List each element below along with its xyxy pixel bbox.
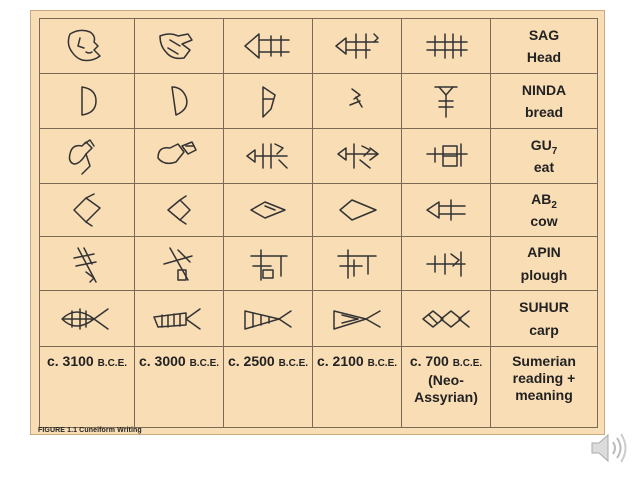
cuneiform-cow-icon bbox=[237, 188, 299, 232]
glyph-cell bbox=[40, 74, 135, 129]
glyph-cell bbox=[402, 129, 491, 184]
early-sign-cow-icon bbox=[148, 188, 210, 232]
glyph-cell bbox=[224, 19, 313, 74]
glyph-cell bbox=[135, 129, 224, 184]
cuneiform-head-icon bbox=[326, 24, 388, 68]
cuneiform-plough-icon bbox=[415, 242, 477, 286]
early-sign-bread-icon bbox=[148, 79, 210, 123]
date-label: c. 2500 B.C.E. bbox=[227, 353, 309, 369]
figure-caption: FIGURE 1.1 Cuneiform Writing bbox=[38, 427, 142, 434]
cuneiform-bread-icon bbox=[415, 79, 477, 123]
glyph-cell bbox=[402, 291, 491, 347]
cuneiform-table bbox=[39, 18, 598, 428]
cuneiform-fish-icon bbox=[237, 297, 299, 341]
glyph-cell bbox=[313, 291, 402, 347]
glyph-cell bbox=[40, 19, 135, 74]
sumerian-reading: $AB_2$ cow bbox=[530, 190, 558, 230]
glyph-cell bbox=[224, 129, 313, 184]
cuneiform-plough-icon bbox=[237, 242, 299, 286]
glyph-cell bbox=[40, 291, 135, 347]
glyph-cell bbox=[224, 237, 313, 291]
pictograph-fish-icon bbox=[56, 297, 118, 341]
sumerian-reading: NINDA bread bbox=[521, 81, 567, 121]
date-cell bbox=[402, 347, 491, 427]
reading-header-cell bbox=[491, 347, 597, 427]
pictograph-eat-icon bbox=[56, 134, 118, 178]
reading-cell bbox=[491, 184, 597, 237]
glyph-cell bbox=[135, 74, 224, 129]
pictograph-plough-icon bbox=[56, 242, 118, 286]
glyph-cell bbox=[402, 74, 491, 129]
cuneiform-bread-icon bbox=[326, 79, 388, 123]
glyph-cell bbox=[40, 129, 135, 184]
early-sign-plough-icon bbox=[148, 242, 210, 286]
glyph-cell bbox=[313, 129, 402, 184]
sumerian-reading: APIN plough bbox=[520, 244, 568, 283]
pictograph-head-icon bbox=[56, 24, 118, 68]
cuneiform-figure bbox=[30, 10, 605, 435]
cuneiform-eat-icon bbox=[237, 134, 299, 178]
glyph-cell bbox=[224, 184, 313, 237]
sumerian-reading: SUHUR carp bbox=[519, 299, 569, 338]
glyph-cell bbox=[313, 184, 402, 237]
early-sign-fish-icon bbox=[148, 297, 210, 341]
glyph-cell bbox=[313, 19, 402, 74]
reading-cell bbox=[491, 19, 597, 74]
cuneiform-cow-icon bbox=[415, 188, 477, 232]
speaker-icon[interactable] bbox=[586, 428, 630, 468]
glyph-cell bbox=[313, 74, 402, 129]
cuneiform-plough-icon bbox=[326, 242, 388, 286]
glyph-cell bbox=[224, 74, 313, 129]
cuneiform-fish-icon bbox=[415, 297, 477, 341]
glyph-cell bbox=[135, 237, 224, 291]
glyph-cell bbox=[135, 19, 224, 74]
pictograph-bread-icon bbox=[56, 79, 118, 123]
date-cell bbox=[313, 347, 402, 427]
glyph-cell bbox=[402, 184, 491, 237]
cuneiform-head-icon bbox=[237, 24, 299, 68]
cuneiform-head-icon bbox=[415, 24, 477, 68]
glyph-cell bbox=[135, 184, 224, 237]
cuneiform-fish-icon bbox=[326, 297, 388, 341]
cuneiform-bread-icon bbox=[237, 79, 299, 123]
reading-cell bbox=[491, 74, 597, 129]
date-cell bbox=[224, 347, 313, 427]
glyph-cell bbox=[402, 237, 491, 291]
cuneiform-cow-icon bbox=[326, 188, 388, 232]
glyph-cell bbox=[40, 184, 135, 237]
glyph-cell bbox=[402, 19, 491, 74]
date-label: c. 700 B.C.E. (Neo- Assyrian) bbox=[409, 353, 483, 405]
date-cell bbox=[135, 347, 224, 427]
glyph-cell bbox=[313, 237, 402, 291]
date-cell bbox=[40, 347, 135, 427]
sumerian-reading: $GU_7$ eat bbox=[530, 136, 558, 176]
date-label: c. 2100 B.C.E. bbox=[316, 353, 398, 369]
pictograph-cow-icon bbox=[56, 188, 118, 232]
date-label: c. 3100 B.C.E. bbox=[46, 353, 128, 369]
glyph-cell bbox=[40, 237, 135, 291]
cuneiform-eat-icon bbox=[326, 134, 388, 178]
early-sign-eat-icon bbox=[148, 134, 210, 178]
reading-cell bbox=[491, 129, 597, 184]
date-label: c. 3000 B.C.E. bbox=[138, 353, 220, 369]
reading-column-header: Sumerian reading + meaning bbox=[512, 353, 576, 403]
glyph-cell bbox=[135, 291, 224, 347]
cuneiform-eat-icon bbox=[415, 134, 477, 178]
sumerian-reading: SAG Head bbox=[526, 26, 562, 66]
early-sign-head-icon bbox=[148, 24, 210, 68]
reading-cell bbox=[491, 291, 597, 347]
glyph-cell bbox=[224, 291, 313, 347]
reading-cell bbox=[491, 237, 597, 291]
